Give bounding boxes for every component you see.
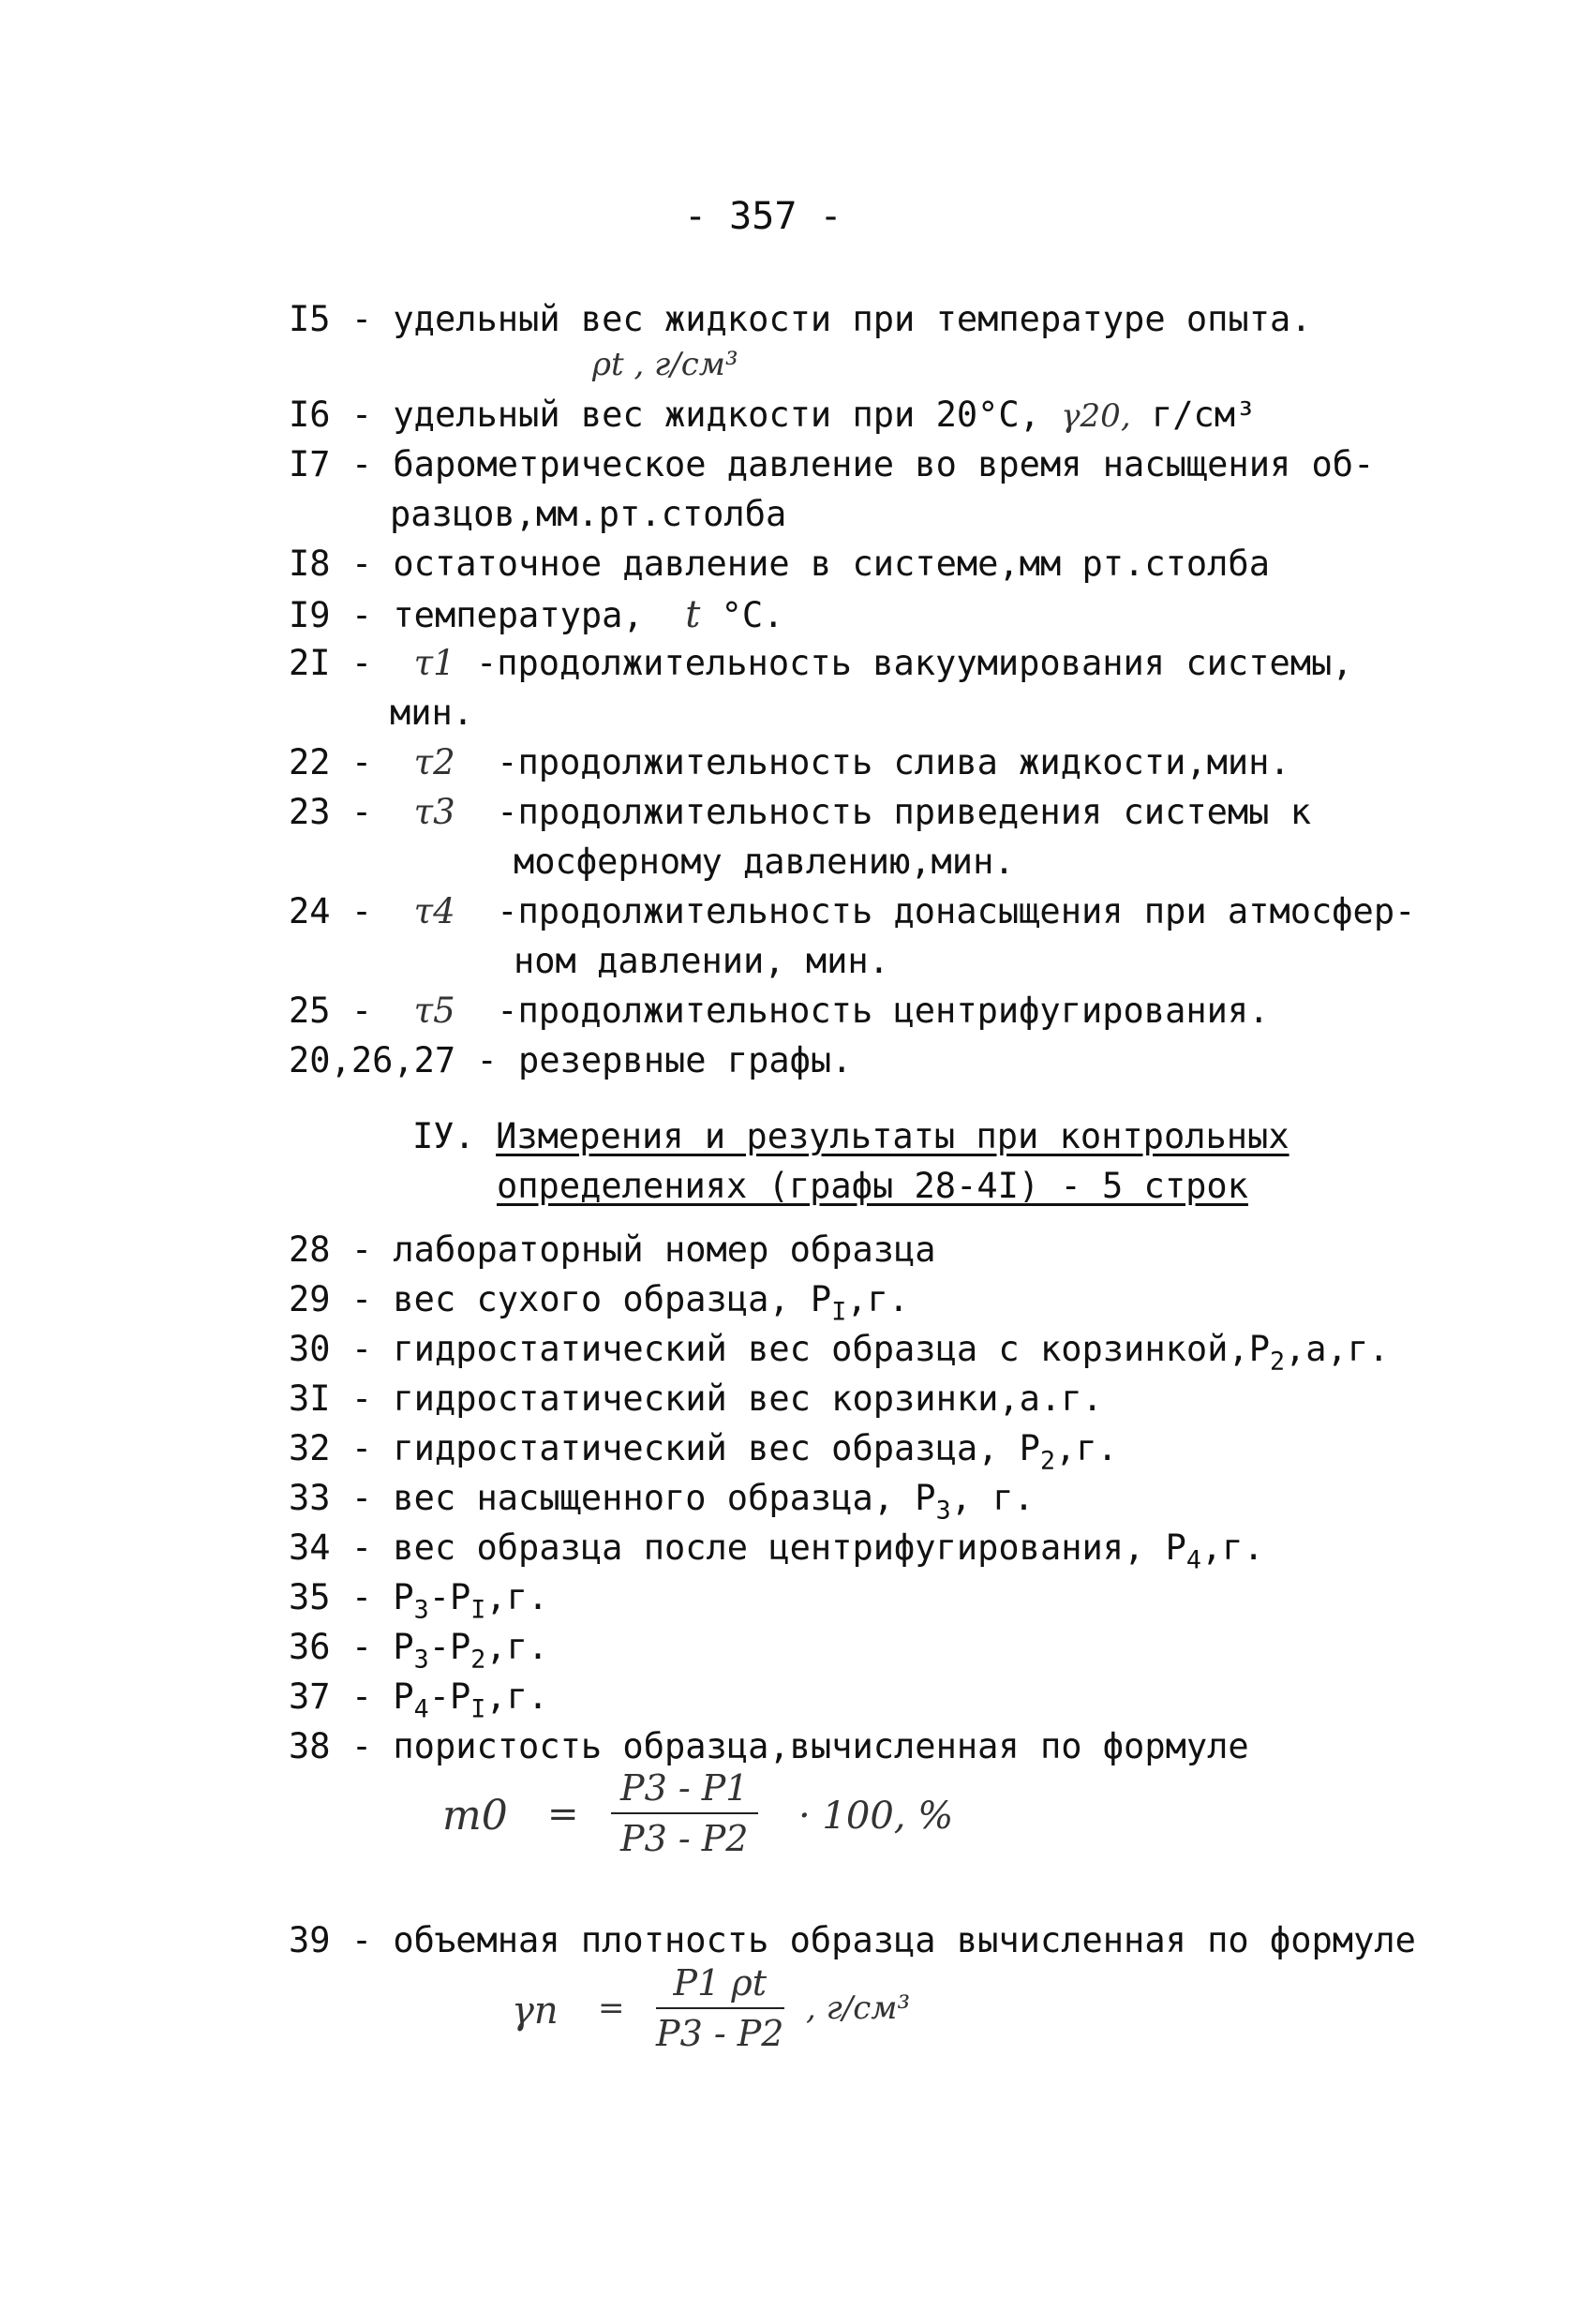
list-item: I8 - остаточное давление в системе,мм рт.столба [289, 544, 1270, 584]
page-number: - 357 - [684, 195, 842, 238]
list-item: $35 - P_3-P_I,г$. [289, 1577, 549, 1625]
list-item-continuation: ном давлении, мин. [514, 941, 889, 981]
list-item: 34 - вес образца после центрифугирования, $P_4,г$. [289, 1527, 1264, 1575]
handwritten-symbol: τ2 [413, 742, 455, 782]
formula-density-tail: , г/см³ [806, 1989, 911, 2027]
list-item: 20,26,27 - резервные графы. [289, 1040, 853, 1080]
list-item: 3I - гидростатический вес корзинки,а.г. [289, 1378, 1103, 1419]
section-heading-line2: определениях (графы 28-4I) - 5 строк [497, 1166, 1248, 1206]
formula-porosity-fraction [611, 1767, 758, 1859]
formula-porosity-tail: · 100, % [798, 1795, 954, 1838]
handwritten-symbol: τ5 [413, 991, 455, 1031]
list-item-continuation: мосферному давлению,мин. [514, 842, 1015, 882]
list-item: 33 - вес насыщенного образца, $P_3$, г. [289, 1478, 1035, 1526]
formula-density-denominator: P3 - P2 [656, 2013, 784, 2054]
formula-density-eq: = [598, 1989, 625, 2027]
formula-density-fraction [656, 1962, 784, 2054]
handwritten-symbol: t [685, 593, 701, 636]
list-item: 28 - лабораторный номер образца [289, 1229, 936, 1270]
list-item: 38 - пористость образца,вычисленная по формуле [289, 1726, 1249, 1766]
list-item: 24 - τ4 -продолжительность донасыщения при атмосфер- [289, 891, 1416, 931]
handwritten-symbol: τ1 [413, 643, 455, 683]
handwritten-symbol: τ4 [413, 891, 455, 931]
handwritten-symbol: ρt , г/см³ [592, 346, 738, 383]
section-heading: IУ. Измерения и результаты при контрольных [412, 1116, 1289, 1156]
list-item: 32 - гидростатический вес образца, $P_2,г$. [289, 1428, 1118, 1476]
list-item: I5 - удельный вес жидкости при температуре опыта. [289, 299, 1312, 339]
formula-porosity-eq: = [547, 1793, 579, 1836]
list-item: I6 - удельный вес жидкости при 20°C, γ20, г/см³ [289, 395, 1257, 435]
list-item-continuation: мин. [390, 693, 474, 733]
list-item-continuation: разцов,мм.рт.столба [390, 494, 787, 534]
list-item: $36 - P_3-P_2,г$. [289, 1627, 549, 1675]
list-item: 23 - τ3 -продолжительность приведения системы к [289, 792, 1312, 832]
list-item: 39 - объемная плотность образца вычисленная по формуле [289, 1920, 1416, 1960]
list-item: 30 - гидростатический вес образца с $корзинкой,P_2,а,г$. [289, 1329, 1390, 1377]
formula-density-lhs: γn [512, 1989, 559, 2033]
list-item: 22 - τ2 -продолжительность слива жидкости,мин. [289, 742, 1290, 782]
list-item: I9 - температура, t °C. [289, 593, 784, 636]
formula-porosity-denominator: P3 - P2 [620, 1818, 749, 1859]
list-item: 2I - τ1 -продолжительность вакуумирования системы, [289, 643, 1353, 683]
formula-porosity-numerator: P3 - P1 [611, 1767, 758, 1814]
list-item: $37 - P_4-P_I,г$. [289, 1676, 549, 1724]
list-item: 25 - τ5 -продолжительность центрифугирования. [289, 991, 1270, 1031]
list-item: I7 - барометрическое давление во время насыщения об- [289, 444, 1375, 484]
handwritten-symbol: γ20, [1061, 397, 1131, 435]
list-item: 29 - вес сухого образца, $P_I,г$. [289, 1279, 910, 1327]
formula-porosity-lhs: m0 [442, 1792, 508, 1840]
formula-density-numerator: P1 ρt [656, 1962, 784, 2009]
handwritten-symbol: τ3 [413, 792, 455, 832]
